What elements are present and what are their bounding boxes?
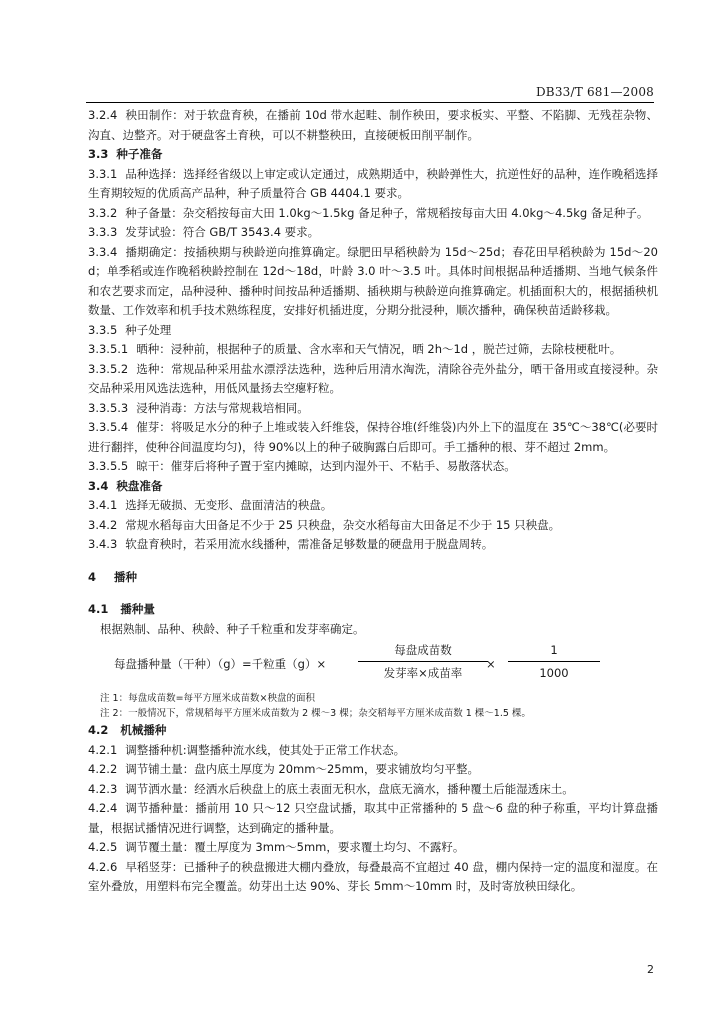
formula-fraction-1: [358, 641, 488, 682]
formula-fraction-2: [508, 641, 600, 682]
clause-3-4-3: 3.4.3 软盘育秧时，若采用流水线播种，需准备足够数量的硬盘用于脱盘周转。: [88, 537, 494, 551]
clause-3-3-2: 3.3.2 种子备量：杂交稻按每亩大田 1.0kg～1.5kg 备足种子，常规稻按每亩大田 4.0kg～4.5kg 备足种子。: [88, 205, 649, 220]
header-rule: [86, 102, 654, 103]
section-4-1-heading: 4.1 播种量: [88, 602, 155, 616]
clause-3-3-5-1: 3.3.5.1 晒种：浸种前，根据种子的质量、含水率和天气情况，晒 2h～1d ，脱芒过筛，去除枝梗秕叶。: [88, 342, 622, 356]
formula-lhs: 每盘播种量（干种）（g）=千粒重（g）×: [114, 657, 327, 671]
formula-denominator-1: 发芽率×成苗率: [383, 666, 463, 680]
page-content: [88, 106, 658, 897]
section-3-3-heading: 3.3 种子准备: [88, 147, 163, 161]
note-1: 注 1：每盘成苗数=每平方厘米成苗数×秧盘的面积: [100, 693, 315, 704]
clause-4-2-4: 4.2.4 调节播种量：播前用 10 只～12 只空盘试播，取其中正常播种的 5 盘～6 盘的种子称重，平均计算盘播量，根据试播情况进行调整，达到确定的播种量。: [88, 801, 658, 835]
clause-3-3-5: 3.3.5 种子处理: [88, 322, 172, 337]
clause-3-3-1: 3.3.1 品种选择：选择经省级以上审定或认定通过，成熟期适中，秧龄弹性大，抗逆性好的品种，连作晚稻选择生育期较短的优质高产品种，种子质量符合 GB 4404.1 要求。: [88, 166, 658, 200]
clause-3-4-1: 3.4.1 选择无破损、无变形、盘面清洁的秧盘。: [88, 498, 333, 512]
section-gap: [88, 587, 658, 600]
page-number: 2: [647, 963, 654, 976]
section-4-2-heading: 4.2 机械播种: [88, 723, 167, 737]
formula-numerator-1: 每盘成苗数: [394, 643, 452, 657]
section-gap: [88, 555, 658, 568]
fraction-bar: [358, 661, 488, 662]
clause-3-3-3: 3.3.3 发芽试验：符合 GB/T 3543.4 要求。: [88, 225, 320, 239]
section-4-1-intro: 根据熟制、品种、秧龄、种子千粒重和发芽率确定。: [100, 621, 365, 636]
formula-times: ×: [486, 657, 496, 671]
clause-4-2-2: 4.2.2 调节铺土量：盘内底土厚度为 20mm～25mm，要求铺放均匀平整。: [88, 762, 479, 776]
clause-4-2-5: 4.2.5 调节覆土量：覆土厚度为 3mm～5mm，要求覆土均匀、不露籽。: [88, 840, 465, 854]
clause-4-2-3: 4.2.3 调节洒水量：经洒水后秧盘上的底土表面无积水，盘底无滴水，播种覆土后能湿透床土。: [88, 781, 574, 796]
note-2: 注 2：一般情况下，常规稻每平方厘米成苗数为 2 棵～3 棵；杂交稻每平方厘米成苗数 1 棵～1.5 棵。: [100, 708, 531, 719]
clause-3-3-5-4: 3.3.5.4 催芽：将吸足水分的种子上堆或装入纤维袋，保持谷堆(纤维袋)内外上下的温度在 35℃～38℃(必要时进行翻拌，使种谷间温度均匀)，待 90%以上的种子破胸露白后即可。手工播种的根、芽不超过 2mm。: [88, 420, 658, 454]
formula-numerator-2: 1: [550, 643, 558, 657]
clause-4-2-6: 4.2.6 早稻竖芽：已播种子的秧盘搬进大棚内叠放，每叠最高不宜超过 40 盘，棚内保持一定的温度和湿度。在室外叠放，用塑料布完全覆盖。幼芽出土达 90%、芽长 5mm～10mm 时，及时寄放秧田绿化。: [88, 859, 658, 893]
clause-3-3-5-5: 3.3.5.5 晾干：催芽后将种子置于室内摊晾，达到内湿外干、不粘手、易散落状态。: [88, 459, 516, 473]
clause-3-4-2: 3.4.2 常规水稻每亩大田备足不少于 25 只秧盘，杂交水稻每亩大田备足不少于 15 只秧盘。: [88, 517, 561, 532]
clause-3-3-5-3: 3.3.5.3 浸种消毒：方法与常规栽培相同。: [88, 400, 309, 415]
formula-denominator-2: 1000: [539, 666, 569, 680]
clause-3-2-4: 3.2.4 秧田制作：对于软盘育秧，在播前 10d 带水起畦、制作秧田，要求板实、平整、不陷脚、无残茬杂物、沟直、边整齐。对于硬盘客土育秧，可以不耕整秧田，直接硬板田削平制作。: [88, 108, 658, 142]
section-3-4-heading: 3.4 秧盘准备: [88, 478, 163, 493]
seeding-rate-formula: [88, 641, 658, 687]
section-4-heading: 4 播种: [88, 569, 138, 584]
clause-3-3-4: 3.3.4 播期确定：按插秧期与秧龄逆向推算确定。绿肥田早稻秧龄为 15d～25d；春花田早稻秧龄为 15d～20d；单季稻或连作晚稻秧龄控制在 12d～18d，叶龄 3.0 叶～3.5 叶。具体时间根据品种适播期、当地气候条件和农艺要求而定，品种浸种、播种时间按品种适播期、插秧期与秧龄逆向推算确定。机插面积大的，根据插秧机数量、工作效率和机手技术熟练程度，安排好机插进度，分期分批浸种，顺次播种，确保秧苗适龄移栽。: [88, 244, 658, 317]
clause-3-3-5-2: 3.3.5.2 选种：常规品种采用盐水漂浮法选种，选种后用清水淘洗，清除谷壳外盐分，晒干备用或直接浸种。杂交品种采用风选法选种，用低风量扬去空瘪籽粒。: [88, 361, 658, 395]
clause-4-2-1: 4.2.1 调整播种机:调整播种流水线，使其处于正常工作状态。: [88, 742, 406, 757]
fraction-bar: [508, 661, 600, 662]
document-code: DB33/T 681—2008: [535, 85, 654, 99]
